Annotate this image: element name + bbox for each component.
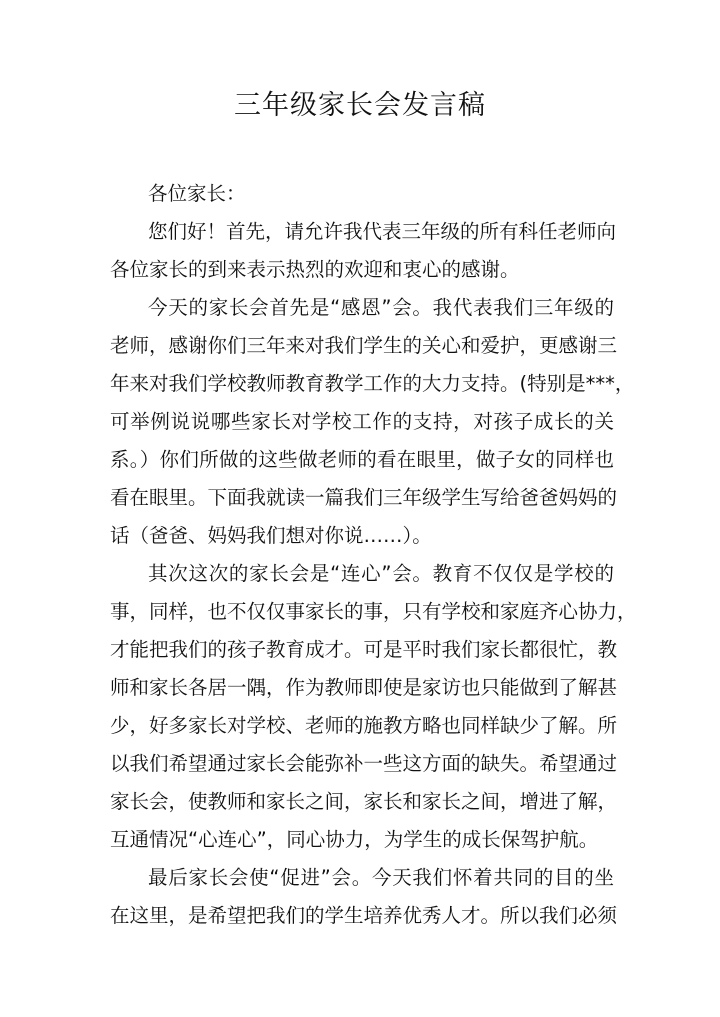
- paragraph-line: 家长会，使教师和家长之间，家长和家长之间，增进了解，: [110, 790, 618, 813]
- paragraph-line: 互通情况“心连心”，同心协力，为学生的成长保驾护航。: [110, 828, 599, 851]
- paragraph-line: 在这里，是希望把我们的学生培养优秀人才。所以我们必须: [110, 904, 618, 927]
- paragraph-line: 其次这次的家长会是“连心”会。教育不仅仅是学校的: [148, 562, 614, 585]
- salutation: 各位家长：: [148, 182, 246, 205]
- paragraph-line: 最后家长会使“促进”会。今天我们怀着共同的目的坐: [148, 866, 614, 889]
- paragraph-line: 系。）你们所做的这些做老师的看在眼里，做子女的同样也: [110, 448, 614, 471]
- paragraph-line: 师和家长各居一隅，作为教师即使是家访也只能做到了解甚: [110, 676, 618, 699]
- paragraph-line: 年来对我们学校教师教育教学工作的大力支持。(特别是***，: [110, 372, 635, 395]
- paragraph-line: 话（爸爸、妈妈我们想对你说……）。: [110, 524, 432, 547]
- paragraph-line: 少，好多家长对学校、老师的施教方略也同样缺少了解。所: [110, 714, 618, 737]
- paragraph-line: 才能把我们的孩子教育成才。可是平时我们家长都很忙，教: [110, 638, 618, 661]
- paragraph-line: 看在眼里。下面我就读一篇我们三年级学生写给爸爸妈妈的: [110, 486, 618, 509]
- paragraph-line: 老师，感谢你们三年来对我们学生的关心和爱护，更感谢三: [110, 334, 618, 357]
- paragraph-line: 您们好！首先，请允许我代表三年级的所有科任老师向: [148, 220, 617, 243]
- document-title: 三年级家长会发言稿: [234, 90, 486, 121]
- paragraph-line: 今天的家长会首先是“感恩”会。我代表我们三年级的: [148, 296, 614, 319]
- paragraph-line: 以我们希望通过家长会能弥补一些这方面的缺失。希望通过: [110, 752, 618, 775]
- paragraph-line: 事，同样，也不仅仅事家长的事，只有学校和家庭齐心协力，: [110, 600, 637, 623]
- paragraph-line: 可举例说说哪些家长对学校工作的支持，对孩子成长的关: [110, 410, 614, 433]
- paragraph-line: 各位家长的到来表示热烈的欢迎和衷心的感谢。: [110, 258, 520, 281]
